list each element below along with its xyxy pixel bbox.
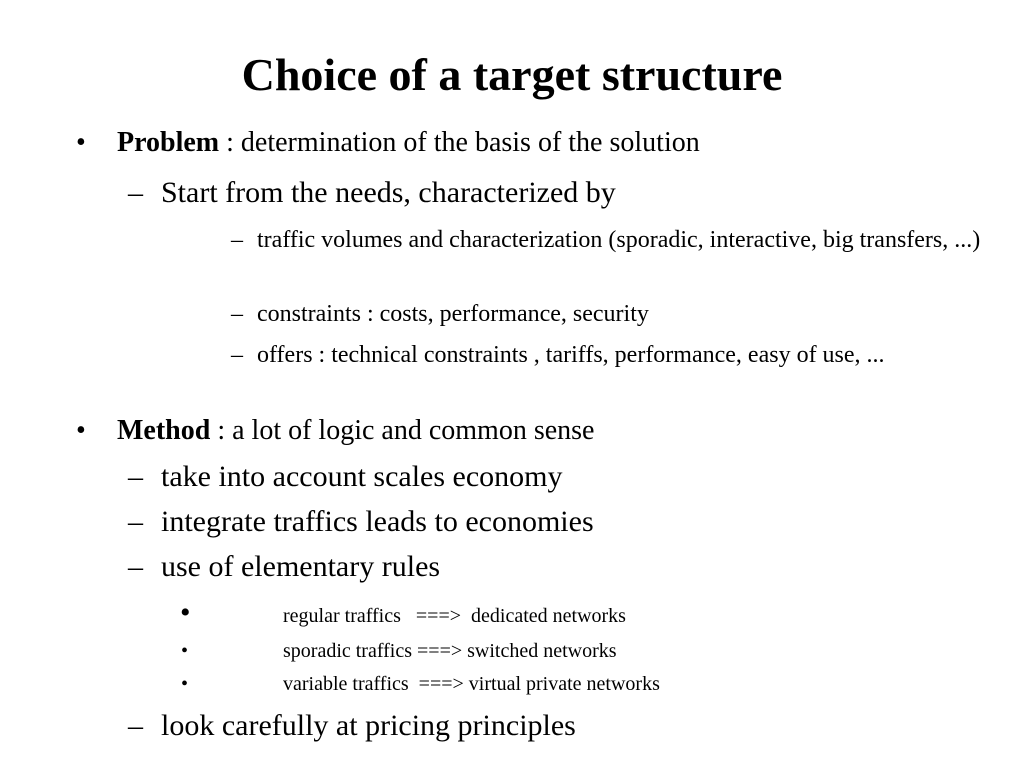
need-item-constraints: constraints : costs, performance, security: [257, 301, 649, 327]
method-dash-1: –: [128, 460, 143, 493]
method-bullet-glyph: •: [76, 415, 86, 446]
problem-bullet-glyph: •: [76, 127, 86, 158]
rule-regular: regular traffics ===> dedicated networks: [283, 605, 626, 627]
problem-text: : determination of the basis of the solution: [219, 127, 700, 158]
needs-item: Start from the needs, characterized by: [161, 176, 616, 209]
problem-bullet: [117, 128, 700, 159]
need-dash-2: –: [231, 301, 243, 327]
method-item-pricing: look carefully at pricing principles: [161, 709, 576, 742]
slide-title: Choice of a target structure: [241, 49, 783, 100]
method-item-scales: take into account scales economy: [161, 460, 563, 493]
method-item-rules: use of elementary rules: [161, 550, 441, 583]
method-dash-3: –: [128, 550, 143, 583]
method-label: Method: [117, 415, 211, 446]
rule-sporadic: sporadic traffics ===> switched networks: [283, 640, 617, 662]
rule-bullet-3: •: [181, 673, 189, 695]
needs-dash: –: [128, 176, 143, 209]
method-dash-2: –: [128, 505, 143, 538]
method-text: : a lot of logic and common sense: [210, 415, 595, 446]
method-bullet: [117, 416, 594, 447]
rule-variable: variable traffics ===> virtual private networks: [283, 673, 660, 695]
method-item-integrate: integrate traffics leads to economies: [161, 505, 594, 538]
rule-bullet-1: •: [180, 596, 191, 629]
problem-label: Problem: [117, 127, 220, 158]
need-item-offers: offers : technical constraints , tariffs, performance, easy of use, ...: [257, 342, 885, 368]
method-dash-4: –: [128, 709, 143, 742]
rule-bullet-2: •: [181, 640, 189, 662]
need-dash-1: –: [231, 227, 243, 253]
need-dash-3: –: [231, 342, 243, 368]
need-item-traffic: traffic volumes and characterization (sporadic, interactive, big transfers, ...): [257, 227, 981, 253]
